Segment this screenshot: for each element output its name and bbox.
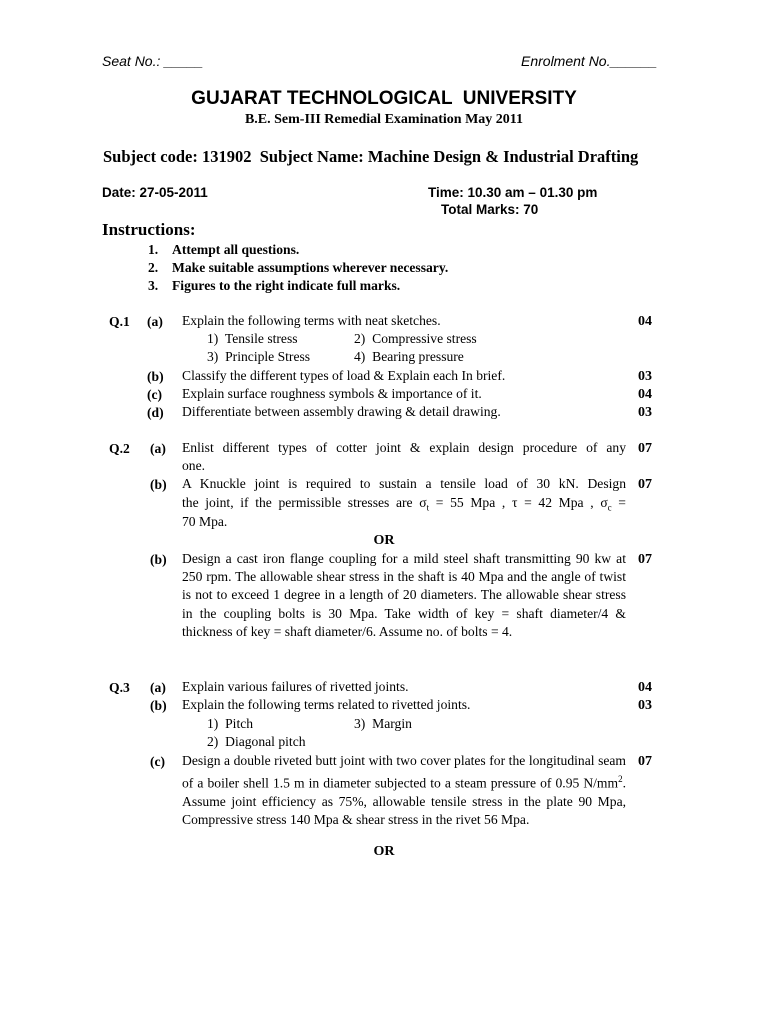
exam-title: B.E. Sem-III Remedial Examination May 2011 (244, 112, 524, 127)
q3b-item-3: 3) Margin (354, 716, 412, 731)
q1c-text: Explain surface roughness symbols & importance of it. (182, 386, 482, 401)
instruction-3-num: 3. (148, 278, 159, 293)
t-subscript: t (426, 502, 430, 513)
instruction-2-num: 2. (148, 260, 159, 275)
enrolment-no: Enrolment No.______ (521, 53, 658, 69)
q3-or: OR (373, 844, 395, 859)
instruction-1-text: Attempt all questions. (172, 242, 300, 257)
instruction-1-num: 1. (148, 242, 159, 257)
instructions-heading: Instructions: (102, 220, 196, 239)
q2-or: OR (373, 533, 395, 548)
q2b-line2-pre: the joint, if the permissible stresses are (182, 495, 420, 510)
q2a-line2: one. (182, 458, 206, 473)
q3a-sub: (a) (150, 680, 166, 695)
q2b2-text: Design a cast iron flange coupling for a mild steel shaft transmitting 90 kw at 250 rpm. The allowable shear stress in the shaft is 40 Mpa and the angle of twist is not to exceed 1 degree in a length of 20 diameters. The allowable shear stress in the coupling bolts is 30 Mpa. Take width of key = shaft diameter/4 & thickness of key = shaft diameter/6. Assume no. of bolts = 4. (182, 551, 626, 639)
q1c-marks: 04 (638, 387, 652, 402)
q3c-text-post: . Assume joint efficiency as 75%, allowable tensile stress in the plate 90 Mpa, Compressive stress 140 Mpa & shear stress in the rivet 56 Mpa. (182, 775, 626, 828)
q1a-item-1: 1) Tensile stress (207, 331, 298, 346)
q3c-sub: (c) (150, 754, 166, 769)
q1b-text: Classify the different types of load & Explain each In brief. (182, 368, 506, 383)
q2b-val2: = 42 Mpa , (517, 495, 601, 510)
c-subscript: c (607, 502, 612, 513)
q2-label: Q.2 (109, 441, 130, 456)
exam-time: Time: 10.30 am – 01.30 pm (428, 185, 598, 200)
q1d-text: Differentiate between assembly drawing & detail drawing. (182, 404, 501, 419)
q1-label: Q.1 (109, 314, 130, 329)
tau-symbol: τ (511, 495, 518, 510)
q1c-sub: (c) (147, 387, 163, 402)
q3b-marks: 03 (638, 698, 652, 713)
q2b2-sub: (b) (150, 552, 167, 567)
q3c-text-pre: Design a double riveted butt joint with two cover plates for the longitudinal seam of a boiler shell 1.5 m in diameter subjected to a steam pressure of 0.95 N/mm (182, 753, 626, 791)
exam-date: Date: 27-05-2011 (102, 185, 208, 200)
q3b-item-1: 1) Pitch (207, 716, 254, 731)
q3a-marks: 04 (638, 680, 652, 695)
q2b-line2 (182, 495, 626, 513)
q2a-line1: Enlist different types of cotter joint & explain design procedure of any (182, 440, 626, 455)
q1a-marks: 04 (638, 314, 652, 329)
q3b-item-2: 2) Diagonal pitch (207, 734, 306, 749)
q3b-text: Explain the following terms related to rivetted joints. (182, 697, 471, 712)
sigma-symbol: σ (419, 495, 427, 510)
q2b-sub: (b) (150, 477, 167, 492)
q2a-sub: (a) (150, 441, 166, 456)
total-marks: Total Marks: 70 (441, 202, 539, 217)
q2b-line3: 70 Mpa. (182, 514, 228, 529)
q1a-item-3: 3) Principle Stress (207, 349, 311, 364)
q1b-sub: (b) (147, 369, 164, 384)
q2b-line1: A Knuckle joint is required to sustain a tensile load of 30 kN. Design (182, 476, 626, 491)
q2b-val1: = 55 Mpa , (429, 495, 512, 510)
q2b-val3: = (611, 495, 626, 510)
sigma-symbol-2: σ (600, 495, 608, 510)
q3-label: Q.3 (109, 680, 130, 695)
instruction-3-text: Figures to the right indicate full marks. (172, 278, 401, 293)
q2b2-marks: 07 (638, 552, 652, 567)
q1a-item-2: 2) Compressive stress (354, 331, 477, 346)
q2b-marks: 07 (638, 477, 652, 492)
q3c-superscript: 2 (618, 774, 623, 785)
q2a-marks: 07 (638, 441, 652, 456)
q3b-sub: (b) (150, 698, 167, 713)
q3a-text: Explain various failures of rivetted joints. (182, 679, 409, 694)
q1d-marks: 03 (638, 405, 652, 420)
university-title: GUJARAT TECHNOLOGICAL UNIVERSITY (191, 88, 577, 109)
q3c-text (182, 752, 626, 829)
q1b-marks: 03 (638, 369, 652, 384)
q1a-text: Explain the following terms with neat sketches. (182, 313, 441, 328)
q3c-marks: 07 (638, 754, 652, 769)
seat-no: Seat No.: _____ (102, 53, 204, 69)
subject-line: Subject code: 131902 Subject Name: Machine Design & Industrial Drafting (103, 147, 639, 166)
q1a-item-4: 4) Bearing pressure (354, 349, 464, 364)
q1d-sub: (d) (147, 405, 164, 420)
instruction-2-text: Make suitable assumptions wherever necessary. (172, 260, 449, 275)
q1a-sub: (a) (147, 314, 163, 329)
